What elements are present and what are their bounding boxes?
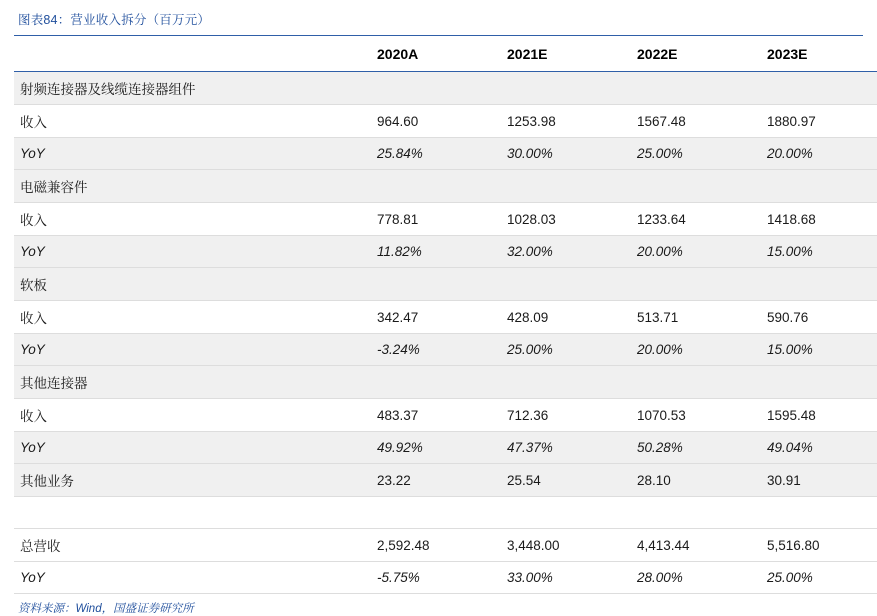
row-value: 1567.48 xyxy=(629,105,759,138)
row-label: 总营收 xyxy=(14,529,369,562)
row-value xyxy=(499,268,629,301)
row-value: 2,592.48 xyxy=(369,529,499,562)
row-value xyxy=(499,366,629,399)
table-row xyxy=(14,268,877,301)
row-value: 1418.68 xyxy=(759,203,877,236)
row-value: 778.81 xyxy=(369,203,499,236)
table-row xyxy=(14,432,877,464)
row-value: 1070.53 xyxy=(629,399,759,432)
row-value xyxy=(369,170,499,203)
table-header xyxy=(14,36,877,72)
row-value xyxy=(499,72,629,105)
row-label: YoY xyxy=(14,138,369,170)
table-row xyxy=(14,529,877,562)
row-value: 11.82% xyxy=(369,236,499,268)
row-value: 25.84% xyxy=(369,138,499,170)
row-value xyxy=(499,170,629,203)
row-label: YoY xyxy=(14,562,369,594)
row-value: 32.00% xyxy=(499,236,629,268)
row-value: 428.09 xyxy=(499,301,629,334)
table-row xyxy=(14,399,877,432)
row-label: 收入 xyxy=(14,203,369,236)
row-value xyxy=(369,366,499,399)
row-value: 25.00% xyxy=(629,138,759,170)
column-header-2023e: 2023E xyxy=(759,36,877,72)
row-label: 收入 xyxy=(14,301,369,334)
table-row xyxy=(14,562,877,594)
row-value xyxy=(629,268,759,301)
row-value: 20.00% xyxy=(629,236,759,268)
row-value: 1253.98 xyxy=(499,105,629,138)
source-note: 资料来源：Wind，国盛证券研究所 xyxy=(18,603,194,615)
row-value: 4,413.44 xyxy=(629,529,759,562)
column-header-2022e: 2022E xyxy=(629,36,759,72)
row-value xyxy=(759,268,877,301)
row-value: 483.37 xyxy=(369,399,499,432)
revenue-breakdown-table xyxy=(14,36,877,594)
row-label: YoY xyxy=(14,432,369,464)
row-value: 25.00% xyxy=(759,562,877,594)
row-label: 收入 xyxy=(14,399,369,432)
table-row xyxy=(14,170,877,203)
table-row xyxy=(14,138,877,170)
table-row xyxy=(14,497,877,529)
row-value: 1595.48 xyxy=(759,399,877,432)
row-value: 25.54 xyxy=(499,464,629,497)
row-value: 28.00% xyxy=(629,562,759,594)
row-value: 23.22 xyxy=(369,464,499,497)
row-value: 49.92% xyxy=(369,432,499,464)
row-label: 收入 xyxy=(14,105,369,138)
row-value xyxy=(369,268,499,301)
row-value: 3,448.00 xyxy=(499,529,629,562)
row-value: 28.10 xyxy=(629,464,759,497)
row-value: 20.00% xyxy=(759,138,877,170)
row-value: 20.00% xyxy=(629,334,759,366)
row-value xyxy=(369,72,499,105)
table-row xyxy=(14,464,877,497)
column-header-2021e: 2021E xyxy=(499,36,629,72)
table-header-row xyxy=(14,36,877,72)
table-row xyxy=(14,334,877,366)
row-value: 47.37% xyxy=(499,432,629,464)
row-value: 25.00% xyxy=(499,334,629,366)
row-value: -5.75% xyxy=(369,562,499,594)
row-label: 其他业务 xyxy=(14,464,369,497)
row-value: 712.36 xyxy=(499,399,629,432)
row-value xyxy=(759,497,877,529)
row-value xyxy=(759,366,877,399)
row-label: 射频连接器及线缆连接器组件 xyxy=(14,72,369,105)
row-value: 15.00% xyxy=(759,334,877,366)
row-value: 50.28% xyxy=(629,432,759,464)
table-row xyxy=(14,72,877,105)
row-value: 30.00% xyxy=(499,138,629,170)
row-value: 964.60 xyxy=(369,105,499,138)
row-value: 30.91 xyxy=(759,464,877,497)
row-value xyxy=(629,72,759,105)
row-value: 590.76 xyxy=(759,301,877,334)
row-value: 342.47 xyxy=(369,301,499,334)
row-label: YoY xyxy=(14,334,369,366)
row-label: 其他连接器 xyxy=(14,366,369,399)
row-label: 电磁兼容件 xyxy=(14,170,369,203)
row-value xyxy=(629,170,759,203)
row-value: 15.00% xyxy=(759,236,877,268)
exhibit-title: 图表84：营业收入拆分（百万元） xyxy=(18,13,211,27)
row-value: 33.00% xyxy=(499,562,629,594)
row-value: 513.71 xyxy=(629,301,759,334)
column-header-label xyxy=(14,36,369,72)
table-row xyxy=(14,301,877,334)
row-label: 软板 xyxy=(14,268,369,301)
row-value: 49.04% xyxy=(759,432,877,464)
row-value xyxy=(629,366,759,399)
row-value: 5,516.80 xyxy=(759,529,877,562)
row-label xyxy=(14,497,369,529)
table-row xyxy=(14,203,877,236)
row-value: 1028.03 xyxy=(499,203,629,236)
row-value: 1233.64 xyxy=(629,203,759,236)
row-value: 1880.97 xyxy=(759,105,877,138)
table-row xyxy=(14,366,877,399)
row-value xyxy=(759,170,877,203)
row-value xyxy=(629,497,759,529)
row-value xyxy=(499,497,629,529)
row-label: YoY xyxy=(14,236,369,268)
column-header-2020a: 2020A xyxy=(369,36,499,72)
table-row xyxy=(14,236,877,268)
row-value: -3.24% xyxy=(369,334,499,366)
row-value xyxy=(759,72,877,105)
table-row xyxy=(14,105,877,138)
row-value xyxy=(369,497,499,529)
table-body xyxy=(14,72,877,594)
